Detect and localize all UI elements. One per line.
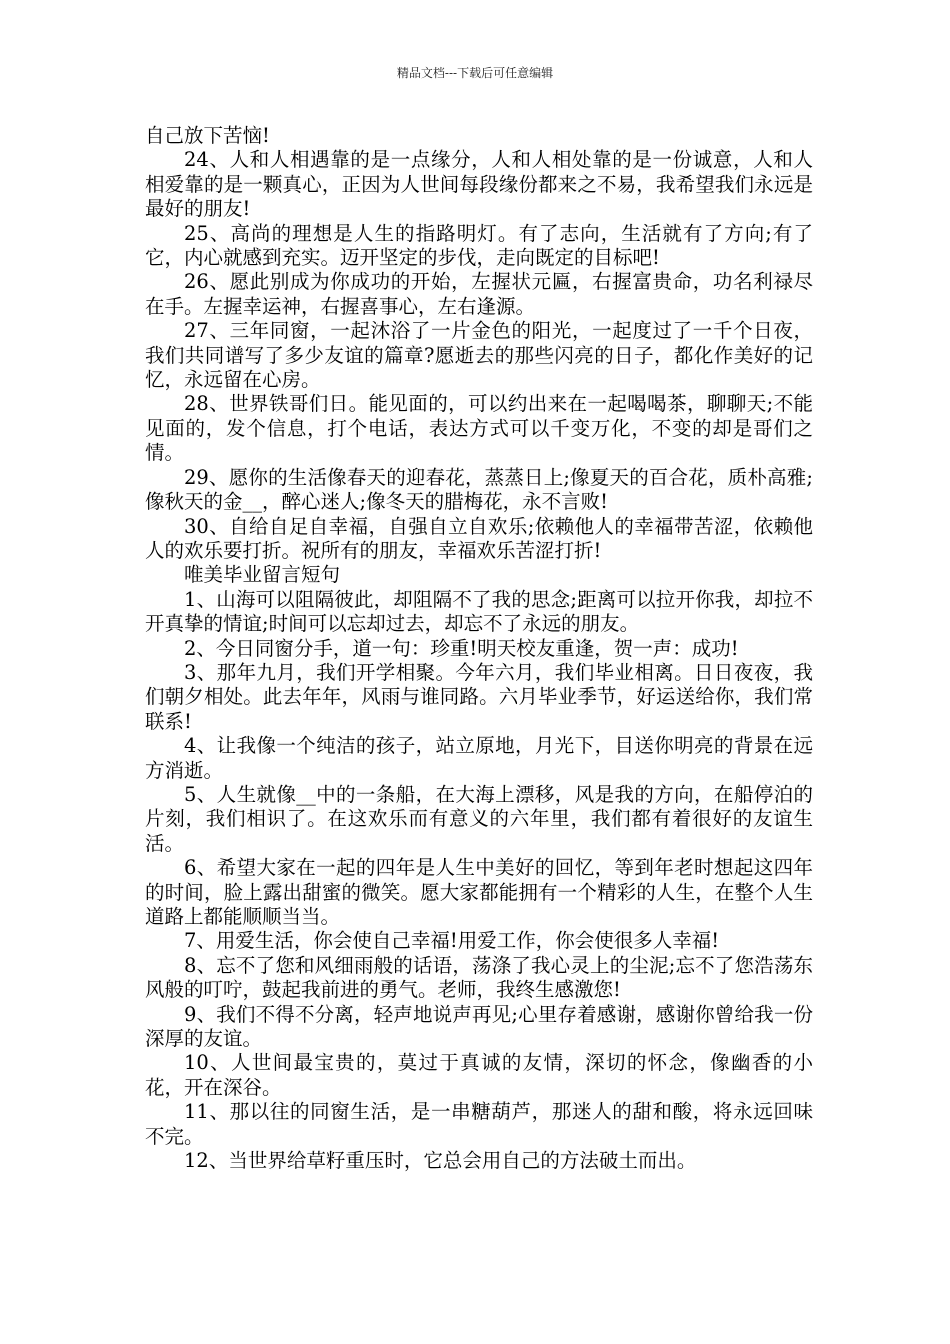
paragraph: 1、山海可以阻隔彼此，却阻隔不了我的思念;距离可以拉开你我，却拉不开真挚的情谊;时间可以忘却过去，却忘不了永远的朋友。 xyxy=(145,587,813,636)
paragraph: 27、三年同窗，一起沐浴了一片金色的阳光，一起度过了一千个日夜，我们共同谱写了多少友谊的篇章?愿逝去的那些闪亮的日子，都化作美好的记忆，永远留在心房。 xyxy=(145,319,813,392)
page-header: 精品文档---下载后可任意编辑 xyxy=(396,66,554,80)
paragraph-continuation: 自己放下苦恼! xyxy=(145,124,270,147)
paragraph: 2、今日同窗分手，道一句：珍重!明天校友重逢，贺一声：成功! xyxy=(184,636,739,660)
paragraph: 6、希望大家在一起的四年是人生中美好的回忆，等到年老时想起这四年的时间，脸上露出甜蜜的微笑。愿大家都能拥有一个精彩的人生，在整个人生道路上都能顺顺当当。 xyxy=(145,856,813,928)
paragraph: 5、人生就像__中的一条船，在大海上漂移，风是我的方向，在船停泊的片刻，我们相识了。在这欢乐而有意义的六年里，我们都有着很好的友谊生活。 xyxy=(145,782,813,855)
paragraph: 29、愿你的生活像春天的迎春花，蒸蒸日上;像夏天的百合花，质朴高雅;像秋天的金__，醉心迷人;像冬天的腊梅花，永不言败! xyxy=(145,465,813,514)
paragraph: 30、自给自足自幸福，自强自立自欢乐;依赖他人的幸福带苦涩，依赖他人的欢乐要打折。祝所有的朋友，幸福欢乐苦涩打折! xyxy=(145,514,813,562)
paragraph: 26、愿此别成为你成功的开始，左握状元匾，右握富贵命，功名利禄尽在手。左握幸运神，右握喜事心，左右逢源。 xyxy=(145,270,813,318)
paragraph: 10、人世间最宝贵的，莫过于真诚的友情，深切的怀念，像幽香的小花，开在深谷。 xyxy=(145,1051,813,1099)
paragraph: 24、人和人相遇靠的是一点缘分，人和人相处靠的是一份诚意，人和人相爱靠的是一颗真心，正因为人世间每段缘份都来之不易，我希望我们永远是最好的朋友! xyxy=(145,148,813,221)
paragraph: 7、用爱生活，你会使自己幸福!用爱工作，你会使很多人幸福! xyxy=(184,929,720,953)
paragraph: 4、让我像一个纯洁的孩子，站立原地，月光下，目送你明亮的背景在远方消逝。 xyxy=(145,734,813,782)
paragraph: 唯美毕业留言短句 xyxy=(184,563,341,587)
paragraph: 9、我们不得不分离，轻声地说声再见;心里存着感谢，感谢你曾给我一份深厚的友谊。 xyxy=(145,1002,813,1051)
paragraph: 12、当世界给草籽重压时，它总会用自己的方法破土而出。 xyxy=(184,1149,697,1173)
paragraph: 11、那以往的同窗生活，是一串糖葫芦，那迷人的甜和酸，将永远回味不完。 xyxy=(145,1100,813,1148)
paragraph: 28、世界铁哥们日。能见面的，可以约出来在一起喝喝茶，聊聊天;不能见面的，发个信息，打个电话，表达方式可以千变万化，不变的却是哥们之情。 xyxy=(145,392,813,465)
document-body xyxy=(145,124,813,1173)
paragraph: 3、那年九月，我们开学相聚。今年六月，我们毕业相离。日日夜夜，我们朝夕相处。此去年年，风雨与谁同路。六月毕业季节，好运送给你，我们常联系! xyxy=(145,660,813,733)
paragraph: 25、高尚的理想是人生的指路明灯。有了志向，生活就有了方向;有了它，内心就感到充实。迈开坚定的步伐，走向既定的目标吧! xyxy=(145,221,813,270)
paragraph: 8、忘不了您和风细雨般的话语，荡涤了我心灵上的尘泥;忘不了您浩荡东风般的叮咛，鼓起我前进的勇气。老师，我终生感激您! xyxy=(145,953,813,1002)
